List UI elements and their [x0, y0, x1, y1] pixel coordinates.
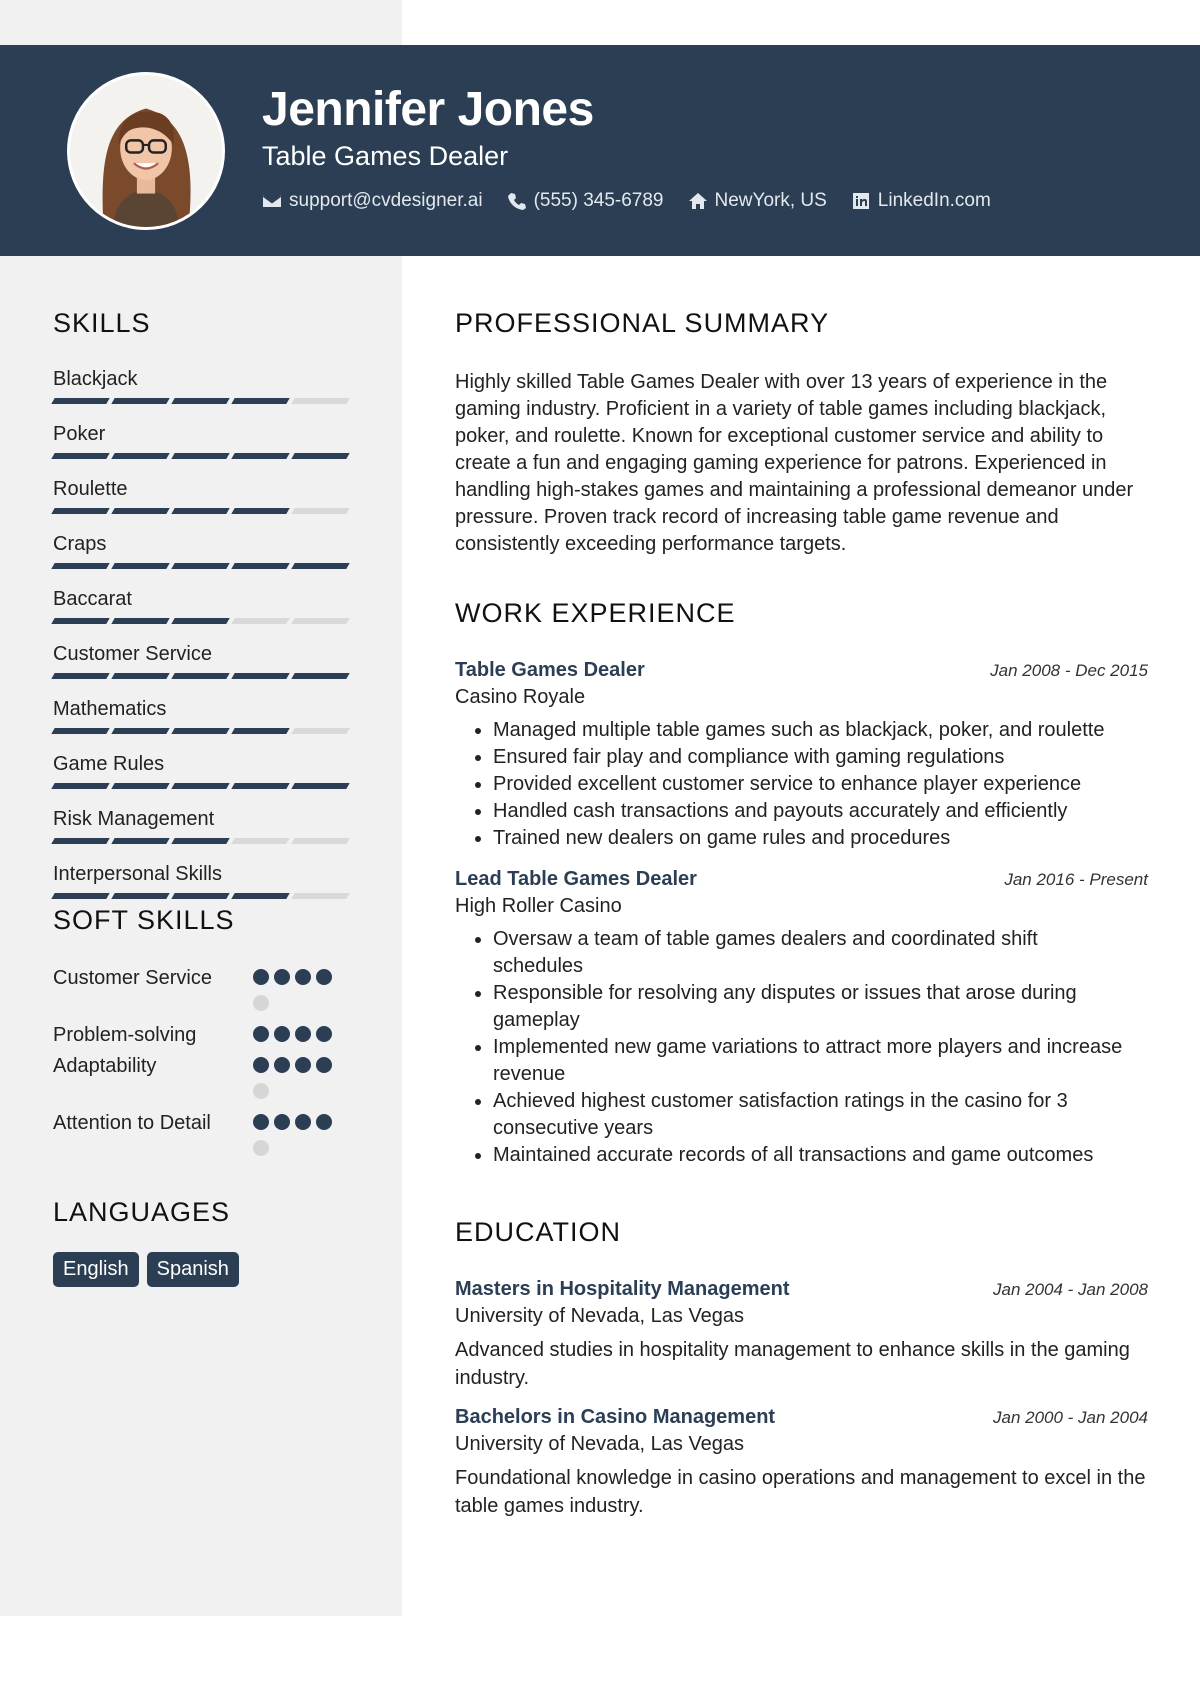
skill-name: Blackjack	[53, 368, 138, 390]
skill-level-segment	[291, 783, 349, 789]
skill-level-segment	[51, 398, 109, 404]
skill-level-segment	[291, 508, 349, 514]
skill-level-segment	[51, 563, 109, 569]
degree-description: Advanced studies in hospitality management to enhance skills in the gaming industry.	[455, 1339, 1130, 1389]
contact-phone[interactable]	[507, 190, 664, 212]
profile-photo	[67, 72, 225, 230]
job-bullet: • Achieved highest customer satisfaction ratings in the casino for 3 consecutive years	[493, 1088, 1125, 1142]
rating-dot	[316, 1057, 332, 1073]
skill-item	[53, 477, 353, 514]
degree-description: Foundational knowledge in casino operations and management to excel in the table games industry.	[455, 1467, 1146, 1517]
skill-name: Poker	[53, 423, 106, 445]
skill-level-segment	[171, 838, 229, 844]
skill-level-segment	[51, 728, 109, 734]
skill-level-segment	[171, 398, 229, 404]
job-title: Lead Table Games Dealer	[455, 868, 697, 890]
contact-location-text: NewYork, US	[714, 190, 827, 211]
skill-item	[53, 752, 353, 789]
languages-section	[53, 1197, 353, 1287]
rating-dot	[295, 1026, 311, 1042]
skill-level-segment	[111, 453, 169, 459]
language-badge: English	[53, 1252, 139, 1287]
skill-level-bar	[53, 673, 353, 679]
soft-skill-rating	[253, 969, 338, 1021]
candidate-title: Table Games Dealer	[262, 141, 509, 171]
rating-dot	[274, 1114, 290, 1130]
degree-dates: Jan 2000 - Jan 2004	[992, 1408, 1148, 1427]
skill-level-segment	[51, 838, 109, 844]
job-company: High Roller Casino	[455, 895, 622, 917]
skill-level-segment	[231, 508, 289, 514]
skill-level-segment	[51, 893, 109, 899]
skill-item	[53, 532, 353, 569]
job-bullet: • Managed multiple table games such as blackjack, poker, and roulette	[493, 717, 1148, 744]
rating-dot	[316, 969, 332, 985]
skill-level-bar	[53, 508, 353, 514]
skill-level-bar	[53, 453, 353, 459]
skill-item	[53, 587, 353, 624]
education-heading: EDUCATION	[455, 1217, 622, 1247]
skill-level-segment	[171, 563, 229, 569]
skill-level-segment	[291, 838, 349, 844]
job-bullet: • Handled cash transactions and payouts accurately and efficiently	[493, 798, 1148, 825]
avatar-portrait-icon	[70, 75, 222, 227]
skill-name: Mathematics	[53, 698, 167, 720]
school-name: University of Nevada, Las Vegas	[455, 1305, 745, 1327]
skill-level-segment	[231, 618, 289, 624]
rating-dot	[274, 969, 290, 985]
skill-item	[53, 862, 353, 899]
soft-skill-item	[53, 1021, 338, 1052]
skill-level-segment	[111, 673, 169, 679]
skill-name: Interpersonal Skills	[53, 863, 222, 885]
contact-linkedin[interactable]	[851, 190, 991, 212]
skill-level-segment	[231, 453, 289, 459]
skill-level-segment	[231, 838, 289, 844]
education-entry	[455, 1278, 1148, 1392]
skill-level-segment	[291, 728, 349, 734]
school-name: University of Nevada, Las Vegas	[455, 1433, 745, 1455]
soft-skill-rating	[253, 1057, 338, 1109]
skill-name: Game Rules	[53, 753, 165, 775]
skill-level-bar	[53, 728, 353, 734]
contact-phone-text: (555) 345-6789	[533, 190, 664, 211]
job-dates: Jan 2016 - Present	[1004, 870, 1148, 889]
skill-name: Customer Service	[53, 643, 212, 665]
job-bullets	[455, 926, 1125, 1169]
skill-name: Risk Management	[53, 808, 215, 830]
skill-level-segment	[171, 673, 229, 679]
skill-level-segment	[111, 618, 169, 624]
rating-dot	[253, 1083, 269, 1099]
skill-level-segment	[291, 398, 349, 404]
skills-heading: SKILLS	[53, 308, 151, 338]
skill-item	[53, 422, 353, 459]
job-dates: Jan 2008 - Dec 2015	[990, 661, 1148, 680]
skills-list	[53, 367, 353, 899]
skill-level-segment	[231, 398, 289, 404]
rating-dot	[316, 1026, 332, 1042]
skill-level-segment	[51, 508, 109, 514]
degree-title: Bachelors in Casino Management	[455, 1406, 776, 1428]
rating-dot	[253, 995, 269, 1011]
skill-level-segment	[291, 563, 349, 569]
summary-section	[455, 308, 1148, 558]
skill-level-segment	[291, 453, 349, 459]
skill-level-bar	[53, 563, 353, 569]
contact-email[interactable]	[262, 190, 483, 212]
contact-bar	[262, 190, 1015, 212]
skill-level-segment	[231, 728, 289, 734]
skill-level-segment	[231, 673, 289, 679]
home-icon	[688, 191, 708, 211]
experience-heading: WORK EXPERIENCE	[455, 598, 736, 628]
skills-section	[53, 308, 353, 917]
skill-level-bar	[53, 893, 353, 899]
skill-level-segment	[171, 728, 229, 734]
rating-dot	[253, 1057, 269, 1073]
summary-heading: PROFESSIONAL SUMMARY	[455, 308, 830, 338]
job-company: Casino Royale	[455, 686, 586, 708]
job-bullet: • Maintained accurate records of all transactions and game outcomes	[493, 1142, 1125, 1169]
rating-dot	[253, 1114, 269, 1130]
skill-item	[53, 697, 353, 734]
skill-level-segment	[111, 893, 169, 899]
skill-level-segment	[291, 893, 349, 899]
rating-dot	[274, 1026, 290, 1042]
job-entry	[455, 659, 1148, 852]
skill-name: Craps	[53, 533, 107, 555]
experience-section	[455, 598, 1148, 1169]
skill-name: Roulette	[53, 478, 128, 500]
skill-level-segment	[51, 618, 109, 624]
skill-level-segment	[231, 893, 289, 899]
soft-skills-heading: SOFT SKILLS	[53, 905, 235, 935]
skill-level-bar	[53, 838, 353, 844]
job-bullet: • Trained new dealers on game rules and procedures	[493, 825, 1148, 852]
skill-level-segment	[291, 673, 349, 679]
language-list	[53, 1252, 353, 1287]
soft-skill-name: Attention to Detail	[53, 1112, 211, 1134]
soft-skill-rating	[253, 1114, 338, 1166]
soft-skill-item	[53, 964, 338, 1021]
contact-location	[688, 190, 827, 212]
job-bullet: • Responsible for resolving any disputes or issues that arose during gameplay	[493, 980, 1125, 1034]
skill-level-segment	[111, 398, 169, 404]
skill-level-segment	[231, 783, 289, 789]
skill-level-segment	[171, 783, 229, 789]
skill-item	[53, 642, 353, 679]
job-entry	[455, 868, 1148, 1169]
skill-level-segment	[111, 783, 169, 789]
job-bullets	[455, 717, 1148, 852]
degree-title: Masters in Hospitality Management	[455, 1278, 790, 1300]
candidate-name: Jennifer Jones	[262, 83, 594, 136]
skill-level-segment	[111, 563, 169, 569]
linkedin-icon	[851, 191, 871, 211]
skill-item	[53, 807, 353, 844]
soft-skill-name: Problem-solving	[53, 1024, 197, 1046]
job-bullet: • Oversaw a team of table games dealers and coordinated shift schedules	[493, 926, 1125, 980]
education-entry	[455, 1406, 1148, 1520]
skill-level-segment	[171, 453, 229, 459]
rating-dot	[253, 969, 269, 985]
soft-skill-rating	[253, 1026, 338, 1052]
contact-linkedin-text: LinkedIn.com	[877, 190, 991, 211]
soft-skills-section	[53, 905, 338, 1166]
rating-dot	[253, 1140, 269, 1156]
languages-heading: LANGUAGES	[53, 1197, 231, 1227]
soft-skills-list	[53, 964, 338, 1166]
job-bullet: • Provided excellent customer service to enhance player experience	[493, 771, 1148, 798]
skill-level-segment	[171, 893, 229, 899]
phone-icon	[507, 191, 527, 211]
skill-level-bar	[53, 783, 353, 789]
soft-skill-name: Adaptability	[53, 1055, 157, 1077]
skill-level-segment	[51, 673, 109, 679]
rating-dot	[295, 969, 311, 985]
skill-level-segment	[171, 618, 229, 624]
skill-level-bar	[53, 398, 353, 404]
job-bullet: • Ensured fair play and compliance with gaming regulations	[493, 744, 1148, 771]
rating-dot	[295, 1057, 311, 1073]
skill-level-segment	[171, 508, 229, 514]
language-badge: Spanish	[147, 1252, 239, 1287]
job-title: Table Games Dealer	[455, 659, 645, 681]
degree-dates: Jan 2004 - Jan 2008	[992, 1280, 1148, 1299]
skill-level-segment	[51, 453, 109, 459]
soft-skill-item	[53, 1109, 338, 1166]
skill-level-segment	[111, 508, 169, 514]
skill-item	[53, 367, 353, 404]
rating-dot	[253, 1026, 269, 1042]
skill-level-segment	[51, 783, 109, 789]
skill-level-segment	[111, 728, 169, 734]
rating-dot	[274, 1057, 290, 1073]
summary-text: Highly skilled Table Games Dealer with over 13 years of experience in the gaming industry. Proficient in a variety of table games including blackjack, poker, and roulette. Known for exceptional customer service and ability to create a fun and engaging gaming experience for patrons. Experienced in handling high-stakes games and maintaining a professional demeanor under pressure. Proven track record of increasing table game revenue and consistently exceeding performance targets.	[455, 371, 1134, 555]
contact-email-text: support@cvdesigner.ai	[289, 190, 483, 211]
education-section	[455, 1217, 1148, 1520]
skill-level-segment	[291, 618, 349, 624]
envelope-icon	[262, 191, 282, 211]
job-bullet: • Implemented new game variations to attract more players and increase revenue	[493, 1034, 1125, 1088]
rating-dot	[295, 1114, 311, 1130]
soft-skill-item	[53, 1052, 338, 1109]
skill-name: Baccarat	[53, 588, 132, 610]
skill-level-bar	[53, 618, 353, 624]
skill-level-segment	[111, 838, 169, 844]
soft-skill-name: Customer Service	[53, 967, 212, 989]
rating-dot	[316, 1114, 332, 1130]
skill-level-segment	[231, 563, 289, 569]
